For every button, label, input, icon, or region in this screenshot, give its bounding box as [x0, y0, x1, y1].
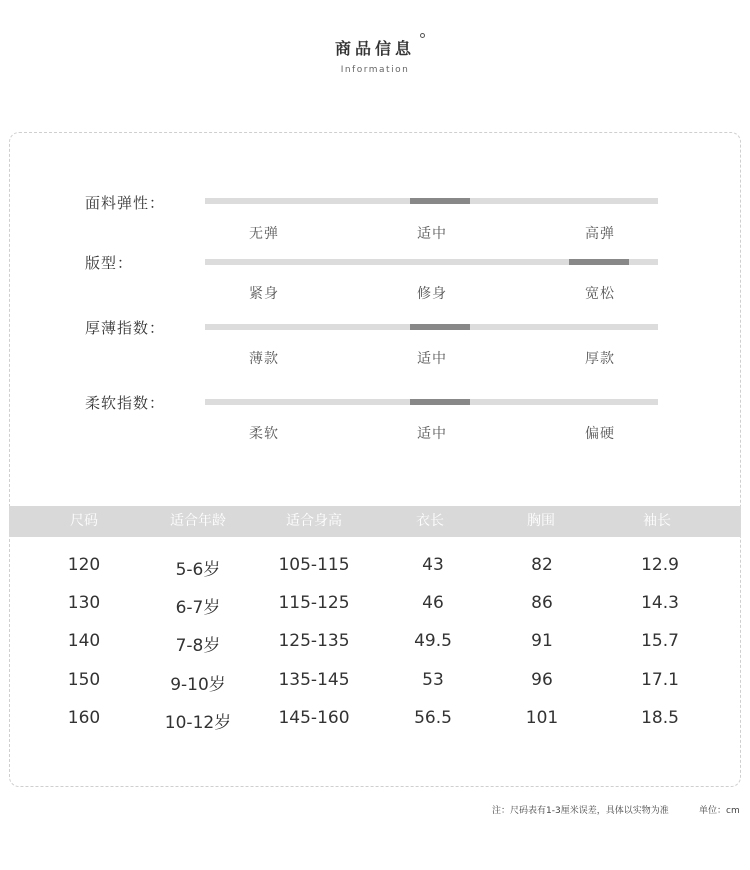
- table-cell: 46: [422, 593, 444, 613]
- attr-option: 偏硬: [585, 426, 615, 442]
- attr-option: 薄款: [249, 351, 279, 367]
- attr-option: 修身: [417, 286, 447, 302]
- table-cell: 53: [422, 670, 444, 690]
- attr-track-fit: [205, 259, 658, 265]
- attr-label-elasticity: 面料弹性：: [85, 194, 166, 212]
- table-cell: 17.1: [641, 670, 679, 690]
- attr-track-thickness: [205, 324, 658, 330]
- table-cell: 115-125: [278, 593, 350, 613]
- title-degree-mark: [420, 33, 425, 38]
- attr-option: 厚款: [585, 351, 615, 367]
- attr-marker: [410, 198, 470, 204]
- attr-option: 无弹: [249, 226, 279, 242]
- table-cell: 82: [531, 555, 553, 575]
- column-header-length: 衣长: [416, 513, 444, 529]
- table-cell: 6-7岁: [175, 598, 221, 618]
- table-cell: 7-8岁: [175, 636, 221, 656]
- attr-marker: [410, 324, 470, 330]
- page-title: 商品信息: [334, 39, 415, 58]
- footer-note: 注：尺码表有1-3厘米误差，具体以实物为准: [492, 806, 669, 816]
- table-cell: 125-135: [278, 631, 350, 651]
- attr-option: 柔软: [249, 426, 279, 442]
- table-cell: 10-12岁: [164, 713, 232, 733]
- attr-option: 宽松: [585, 286, 615, 302]
- table-cell: 101: [525, 708, 559, 728]
- footer-unit: 单位：cm: [699, 806, 740, 816]
- table-cell: 105-115: [278, 555, 350, 575]
- table-cell: 14.3: [641, 593, 679, 613]
- attr-label-softness: 柔软指数：: [85, 394, 166, 412]
- table-cell: 135-145: [278, 670, 350, 690]
- table-cell: 86: [531, 593, 553, 613]
- table-cell: 140: [67, 631, 101, 651]
- table-cell: 96: [531, 670, 553, 690]
- page-header: [0, 36, 750, 75]
- attr-marker: [410, 399, 470, 405]
- column-header-age: 适合年龄: [170, 513, 226, 529]
- title-wrap: [335, 36, 415, 59]
- table-cell: 15.7: [641, 631, 679, 651]
- column-header-height: 适合身高: [286, 513, 342, 529]
- table-cell: 43: [422, 555, 444, 575]
- page-subtitle: Information: [340, 65, 410, 75]
- column-header-chest: 胸围: [527, 513, 555, 529]
- table-cell: 12.9: [641, 555, 679, 575]
- table-cell: 160: [67, 708, 101, 728]
- column-header-size: 尺码: [70, 513, 98, 529]
- table-cell: 18.5: [641, 708, 679, 728]
- attr-option: 适中: [417, 226, 447, 242]
- attr-track-elasticity: [205, 198, 658, 204]
- table-cell: 49.5: [414, 631, 452, 651]
- table-cell: 150: [67, 670, 101, 690]
- attr-label-fit: 版型：: [85, 254, 134, 272]
- table-cell: 91: [531, 631, 553, 651]
- table-cell: 56.5: [414, 708, 452, 728]
- column-header-sleeve: 袖长: [643, 513, 671, 529]
- attr-track-softness: [205, 399, 658, 405]
- attr-marker: [569, 259, 629, 265]
- table-cell: 130: [67, 593, 101, 613]
- table-cell: 145-160: [278, 708, 350, 728]
- table-cell: 5-6岁: [175, 560, 221, 580]
- table-cell: 9-10岁: [170, 675, 226, 695]
- attr-option: 高弹: [585, 226, 615, 242]
- attr-label-thickness: 厚薄指数：: [85, 319, 166, 337]
- attr-option: 适中: [417, 426, 447, 442]
- table-cell: 120: [67, 555, 101, 575]
- attr-option: 适中: [417, 351, 447, 367]
- attr-option: 紧身: [249, 286, 279, 302]
